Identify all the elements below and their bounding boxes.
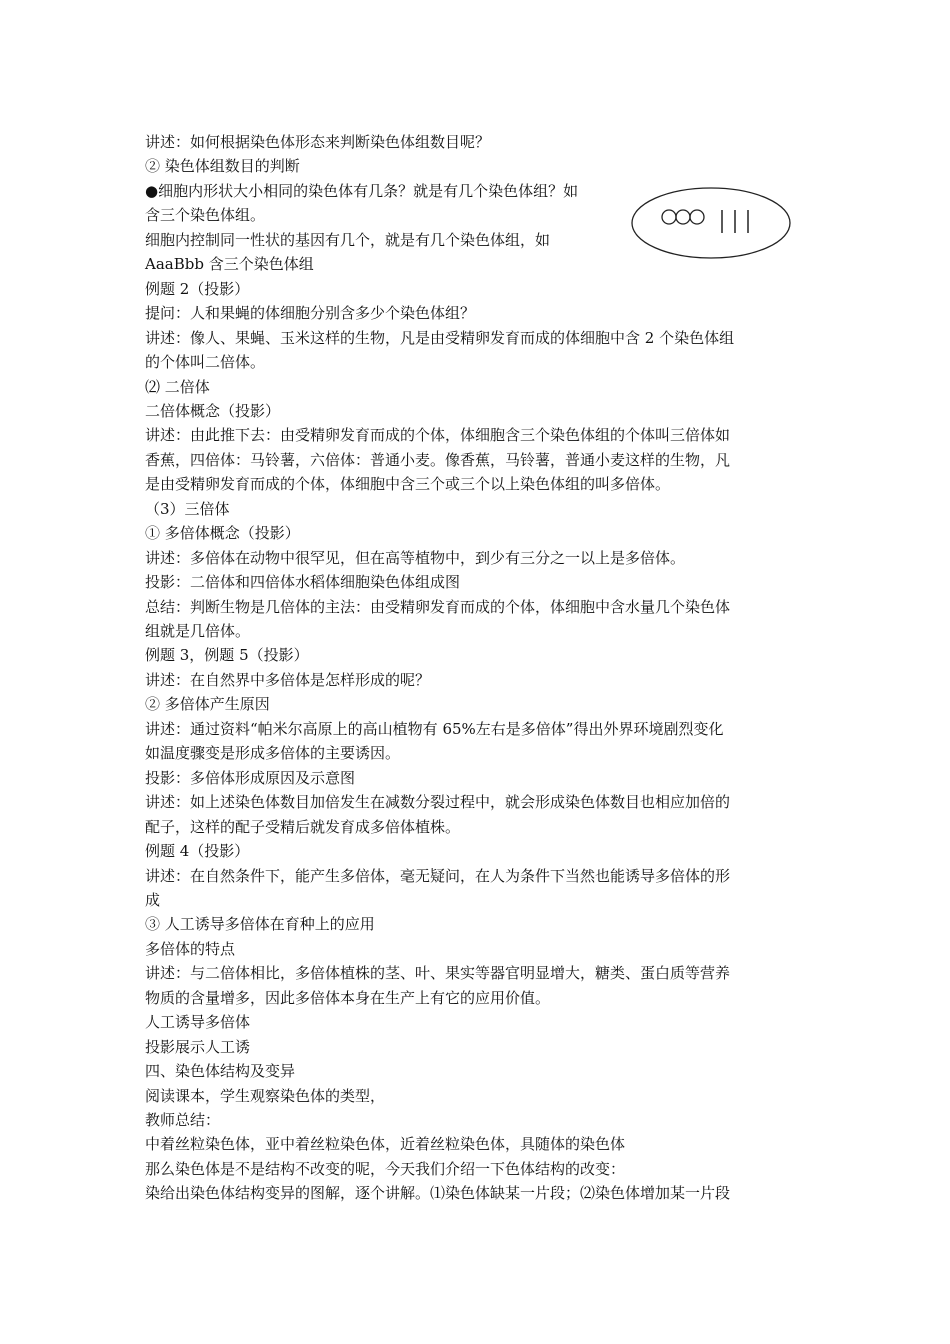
text-line: AaaBbb 含三个染色体组 (145, 255, 314, 274)
text-line: 投影：二倍体和四倍体水稻体细胞染色体组成图 (145, 573, 461, 592)
round-chromosome-3 (690, 210, 704, 224)
text-line: 四、染色体结构及变异 (145, 1062, 296, 1081)
text-line: 人工诱导多倍体 (145, 1013, 251, 1032)
text-line: ① 多倍体概念（投影） (145, 524, 300, 543)
text-line: 细胞内控制同一性状的基因有几个，就是有几个染色体组，如 (145, 230, 551, 249)
text-line: 组就是几倍体。 (145, 622, 251, 640)
text-line: 讲述：在自然界中多倍体是怎样形成的呢？ (145, 670, 431, 689)
text-line: 那么染色体是不是结构不改变的呢，今天我们介绍一下色体结构的改变： (145, 1159, 626, 1178)
text-line: 是由受精卵发育而成的个体，体细胞中含三个或三个以上染色体组的叫多倍体。 (145, 475, 671, 494)
text-line: 讲述：由此推下去：由受精卵发育而成的个体，体细胞含三个染色体组的个体叫三倍体如 (145, 426, 731, 445)
text-line: 香蕉，四倍体：马铃薯，六倍体：普通小麦。像香蕉，马铃薯，普通小麦这样的生物，凡 (145, 450, 731, 469)
text-line: ●细胞内形状大小相同的染色体有几条？就是有几个染色体组？如 (145, 181, 579, 200)
text-line: 教师总结： (145, 1111, 221, 1129)
text-line: 阅读课本，学生观察染色体的类型， (145, 1086, 386, 1105)
text-line: 讲述：在自然条件下，能产生多倍体，毫无疑问，在人为条件下当然也能诱导多倍体的形 (145, 866, 731, 885)
text-line: 例题 4（投影） (145, 842, 250, 861)
text-line: 配子，这样的配子受精后就发育成多倍体植株。 (145, 817, 461, 836)
text-line: 多倍体的特点 (145, 939, 236, 958)
text-line: ⑵ 二倍体 (145, 377, 210, 396)
text-line: 中着丝粒染色体，亚中着丝粒染色体，近着丝粒染色体，具随体的染色体 (145, 1135, 626, 1154)
text-line: ② 多倍体产生原因 (145, 695, 270, 714)
text-line: 讲述：如何根据染色体形态来判断染色体组数目呢？ (145, 133, 491, 151)
text-line: 讲述：像人、果蝇、玉米这样的生物，凡是由受精卵发育而成的体细胞中含 2 个染色体组 (145, 328, 735, 347)
text-line: 成 (145, 890, 161, 909)
text-line: 例题 2（投影） (145, 279, 250, 298)
text-line: 投影展示人工诱 (145, 1037, 251, 1056)
text-line: 例题 3，例题 5（投影） (145, 646, 309, 665)
text-line: 含三个染色体组。 (145, 206, 266, 225)
round-chromosome-2 (676, 210, 690, 224)
text-line: 的个体叫二倍体。 (145, 353, 266, 372)
round-chromosome-1 (662, 210, 676, 224)
chromosome-diagram-svg (630, 186, 792, 260)
text-line: 讲述：与二倍体相比，多倍体植株的茎、叶、果实等器官明显增大，糖类、蛋白质等营养 (145, 964, 731, 983)
text-line: 讲述：如上述染色体数目加倍发生在减数分裂过程中，就会形成染色体数目也相应加倍的 (145, 793, 731, 812)
text-line: 如温度骤变是形成多倍体的主要诱因。 (145, 744, 401, 763)
chromosome-set-diagram (630, 186, 792, 260)
text-line: ③ 人工诱导多倍体在育种上的应用 (145, 915, 375, 934)
text-line: （3）三倍体 (145, 499, 230, 518)
text-line: ② 染色体组数目的判断 (145, 157, 300, 176)
text-line: 提问：人和果蝇的体细胞分别含多少个染色体组？ (145, 304, 476, 323)
text-line: 讲述：通过资料“帕米尔高原上的高山植物有 65%左右是多倍体”得出外界环境剧烈变化 (145, 719, 724, 738)
text-line: 物质的含量增多，因此多倍体本身在生产上有它的应用价值。 (145, 988, 551, 1007)
cell-outline-ellipse (632, 188, 790, 258)
text-line: 二倍体概念（投影） (145, 401, 281, 420)
text-line: 讲述：多倍体在动物中很罕见，但在高等植物中，到少有三分之一以上是多倍体。 (145, 548, 686, 567)
text-line: 染给出染色体结构变异的图解，逐个讲解。⑴染色体缺某一片段；⑵染色体增加某一片段 (145, 1184, 731, 1203)
text-line: 总结：判断生物是几倍体的主法：由受精卵发育而成的个体，体细胞中含水量几个染色体 (145, 597, 731, 616)
text-line: 投影：多倍体形成原因及示意图 (145, 768, 356, 787)
